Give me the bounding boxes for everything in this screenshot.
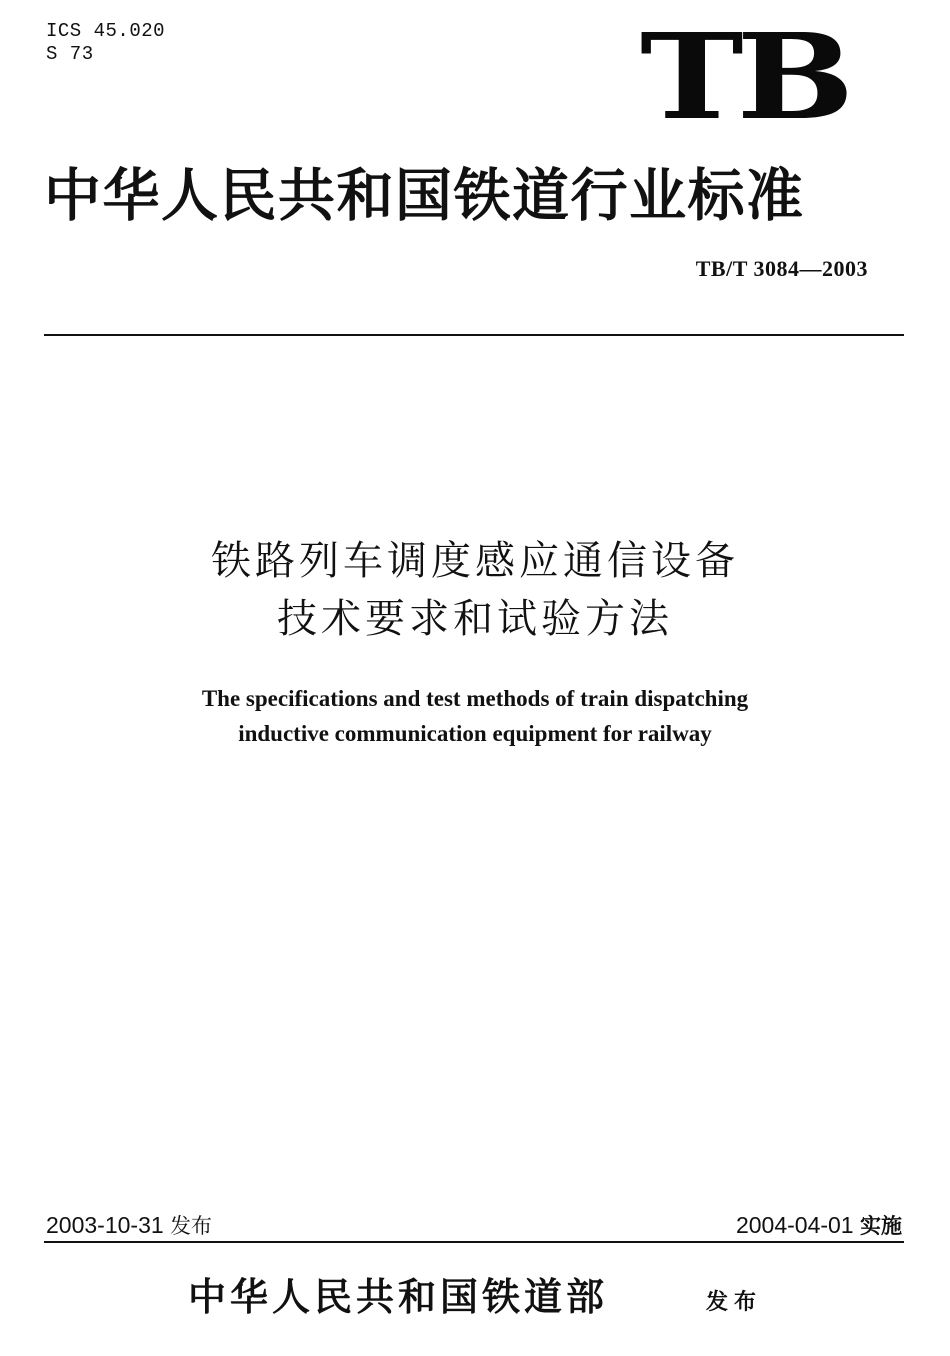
classification-codes [46,20,165,66]
implement-date: 2004-04-01 [735,1212,854,1238]
header-divider [44,334,904,336]
cn-title-line-2: 技术要求和试验方法 [277,596,673,642]
implement-label: 实施 [860,1214,902,1238]
issue-date-block [46,1210,212,1240]
issue-date: 2003-10-31 [46,1212,164,1238]
en-title-line-1: The specifications and test methods of train dispatching [201,686,749,711]
issue-label: 发布 [170,1214,213,1238]
ccs-code: S 73 [46,43,94,65]
implement-date-block [736,1210,902,1240]
issuer-action: 发布 [706,1290,763,1315]
standard-category-title: 中华人民共和国铁道行业标准 [44,162,805,229]
cn-title-line-1: 铁路列车调度感应通信设备 [211,538,739,584]
issuer-name: 中华人民共和国铁道部 [188,1274,609,1319]
tb-logo: TB [640,7,848,146]
ics-code: ICS 45.020 [46,20,166,42]
footer-divider [44,1241,904,1243]
en-title-line-2: inductive communication equipment for railway [238,721,712,746]
standard-number: TB/T 3084—2003 [695,256,868,281]
